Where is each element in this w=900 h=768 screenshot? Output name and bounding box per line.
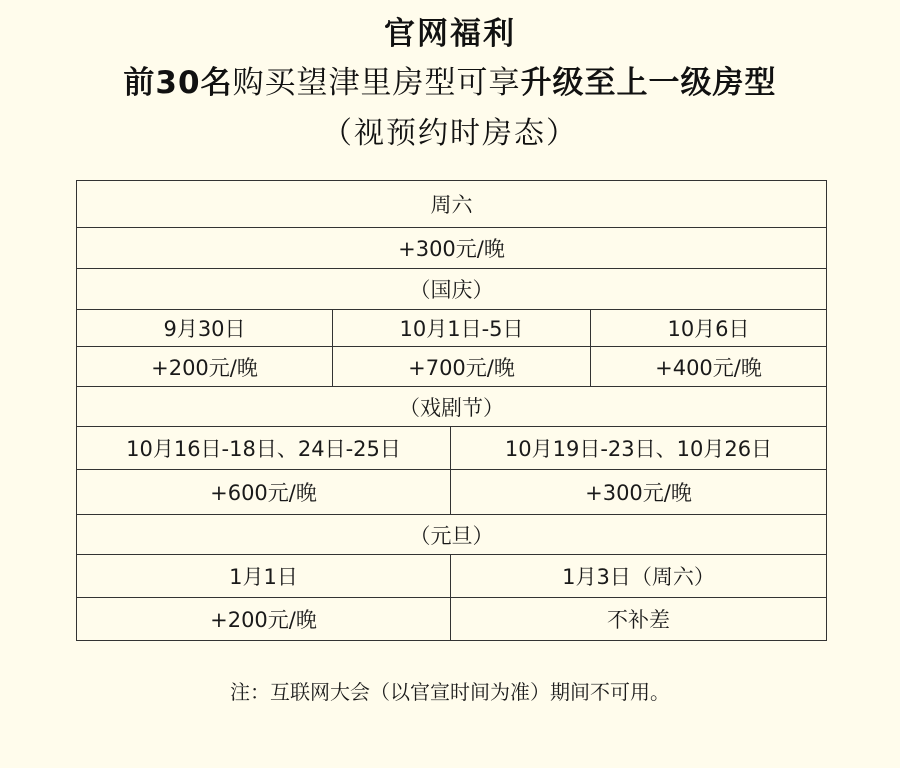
date-cell: 10月19日-23日、10月26日	[451, 427, 827, 470]
offer-quota: 前30名	[123, 65, 233, 101]
table-row	[77, 347, 827, 387]
table-row	[77, 387, 827, 427]
table-row	[77, 515, 827, 555]
date-cell: 10月16日-18日、24日-25日	[77, 427, 451, 470]
offer-headline	[0, 57, 900, 102]
offer-subnote: （视预约时房态）	[322, 116, 578, 151]
price-cell: +300元/晚	[451, 470, 827, 515]
date-cell: 1月3日（周六）	[451, 555, 827, 598]
date-cell: 10月1日-5日	[333, 310, 591, 347]
price-cell: 不补差	[451, 598, 827, 641]
saturday-label: 周六	[77, 181, 827, 228]
table-row	[77, 228, 827, 269]
table-row	[77, 427, 827, 470]
price-cell: +200元/晚	[77, 347, 333, 387]
table-row	[77, 310, 827, 347]
date-cell: 9月30日	[77, 310, 333, 347]
page-title: 官网福利	[384, 16, 516, 52]
price-cell: +200元/晚	[77, 598, 451, 641]
offer-condition: 购买望津里房型可享	[232, 65, 521, 101]
price-cell: +600元/晚	[77, 470, 451, 515]
offer-benefit: 升级至上一级房型	[520, 65, 777, 101]
footnote: 注：互联网大会（以官宣时间为准）期间不可用。	[230, 680, 670, 704]
table-row	[77, 555, 827, 598]
section-label-national-day: （国庆）	[77, 269, 827, 310]
table-row	[77, 598, 827, 641]
date-cell: 10月6日	[591, 310, 827, 347]
date-cell: 1月1日	[77, 555, 451, 598]
section-label-drama-festival: （戏剧节）	[77, 387, 827, 427]
pricing-table	[76, 180, 827, 641]
section-label-new-year: （元旦）	[77, 515, 827, 555]
saturday-price: +300元/晚	[77, 228, 827, 269]
table-row	[77, 181, 827, 228]
table-row	[77, 269, 827, 310]
price-cell: +700元/晚	[333, 347, 591, 387]
price-cell: +400元/晚	[591, 347, 827, 387]
table-row	[77, 470, 827, 515]
